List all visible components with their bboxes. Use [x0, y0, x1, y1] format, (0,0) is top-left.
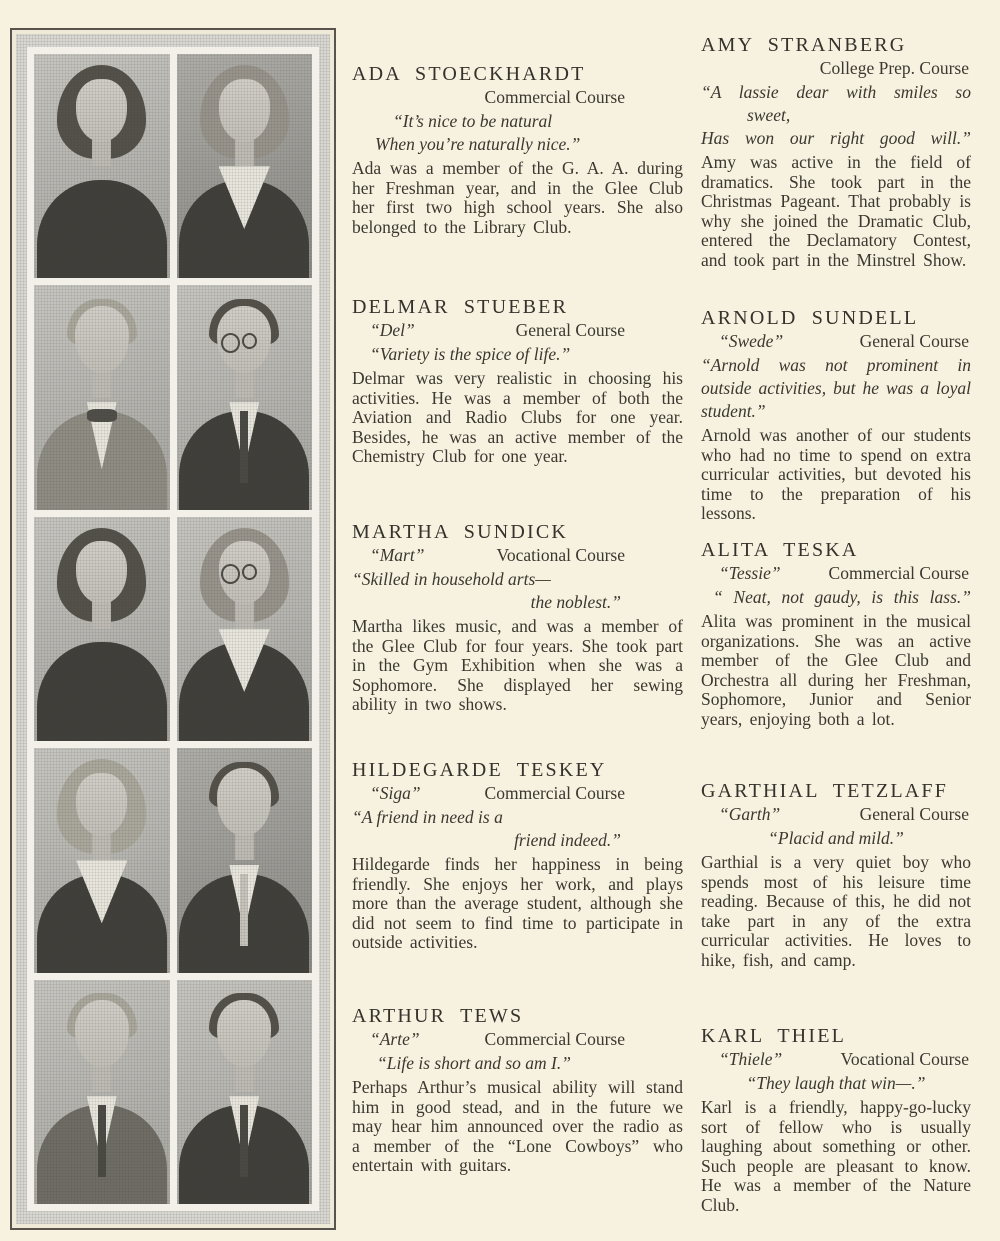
quote-line: sweet,	[747, 105, 791, 125]
student-bio: Hildegarde finds her happiness in being friendly. She enjoys her work, and plays more than the average student, although she did not seem to find time to participate in outside activities.	[352, 854, 683, 953]
student-nickname: “Garth”	[719, 804, 781, 824]
student-quote	[352, 806, 683, 852]
quote-line: “A friend in need is a	[352, 807, 503, 827]
nickname-course-line	[701, 57, 971, 80]
student-course: General Course	[859, 331, 969, 351]
portrait-photo-panel	[10, 28, 336, 1230]
student-entry	[701, 1024, 971, 1216]
student-bio: Garthial is a very quiet boy who spends most of his leisure time reading. Because of this, he did not take part in any of the extra curricular activities. He loves to hike, fish, and camp.	[701, 852, 971, 970]
quote-line: “Arnold was not prominent in outside activities, but he was a loyal student.”	[701, 355, 971, 421]
quote-line: When you’re naturally nice.”	[375, 134, 581, 154]
portrait-photo	[34, 285, 170, 509]
nickname-course-line	[701, 330, 971, 353]
student-name: AMY STRANBERG	[701, 34, 907, 56]
portrait-face	[217, 768, 271, 835]
student-name: GARTHIAL TETZLAFF	[701, 780, 949, 802]
student-quote	[701, 586, 971, 609]
portrait-photo	[177, 748, 313, 972]
student-course: Commercial Course	[484, 87, 625, 107]
nickname-course-line	[701, 1048, 971, 1071]
quote-line: “ Neat, not gaudy, is this lass.”	[713, 587, 971, 607]
portrait-photo	[34, 748, 170, 972]
student-entry	[352, 62, 683, 237]
quote-line: “Life is short and so am I.”	[377, 1053, 571, 1073]
student-course: Vocational Course	[496, 545, 625, 565]
nickname-course-line	[701, 562, 971, 585]
student-nickname: “Siga”	[370, 783, 421, 803]
student-quote	[701, 81, 971, 150]
quote-line: the noblest.”	[530, 592, 621, 612]
student-bio: Perhaps Arthur’s musical ability will stand him in good stead, and in the future we may hear him announced over the radio as a member of the “Lone Cowboys” who entertain with guitars.	[352, 1077, 683, 1176]
photo-mat	[16, 34, 330, 1224]
student-bio: Arnold was another of our students who had no time to spend on extra curricular activities, but devoted his time to the preparation of his lessons.	[701, 425, 971, 524]
portrait-photo	[34, 517, 170, 741]
student-entry	[352, 758, 683, 953]
student-course: Commercial Course	[828, 563, 969, 583]
portrait-torso	[37, 180, 167, 279]
portrait-tie	[240, 1105, 248, 1177]
portrait-photo	[177, 285, 313, 509]
quote-line: “Placid and mild.”	[768, 828, 904, 848]
nickname-course-line	[352, 86, 683, 109]
student-column-left	[352, 0, 683, 1241]
portrait-tie	[98, 1105, 106, 1177]
student-course: College Prep. Course	[819, 58, 969, 78]
student-nickname: “Swede”	[719, 331, 784, 351]
nickname-course-line	[352, 544, 683, 567]
student-column-right	[701, 0, 971, 1241]
nickname-course-line	[352, 782, 683, 805]
student-quote	[352, 343, 683, 366]
photo-grid	[27, 47, 319, 1211]
quote-line: “They laugh that win—.”	[746, 1073, 926, 1093]
student-quote	[352, 110, 683, 156]
portrait-photo	[34, 54, 170, 278]
portrait-face	[75, 1000, 129, 1067]
student-name: HILDEGARDE TESKEY	[352, 759, 607, 781]
student-entry	[701, 306, 971, 524]
quote-line: Has won our right good will.”	[701, 128, 971, 148]
student-nickname: “Mart”	[370, 545, 425, 565]
student-name: MARTHA SUNDICK	[352, 521, 569, 543]
student-quote	[701, 354, 971, 423]
portrait-face	[219, 79, 270, 142]
student-course: General Course	[515, 320, 625, 340]
student-course: Commercial Course	[484, 1029, 625, 1049]
portrait-photo	[34, 980, 170, 1204]
student-quote	[701, 827, 971, 850]
portrait-bowtie	[87, 409, 117, 422]
student-name: DELMAR STUEBER	[352, 296, 569, 318]
student-entry	[352, 295, 683, 467]
quote-line: friend indeed.”	[514, 830, 621, 850]
student-quote	[352, 1052, 683, 1075]
portrait-face	[75, 306, 129, 373]
student-course: Commercial Course	[484, 783, 625, 803]
student-nickname: “Tessie”	[719, 563, 781, 583]
quote-line: “Skilled in household arts—	[352, 569, 551, 589]
student-bio: Karl is a friendly, happy-go-lucky sort of fellow who is usually laughing about something or other. Such people are pleasant to know. He was a member of the Nature Club.	[701, 1097, 971, 1215]
student-nickname: “Del”	[370, 320, 415, 340]
student-bio: Delmar was very realistic in choosing his activities. He was a member of both the Aviation and Radio Clubs for one year. Besides, he was an active member of the Chemistry Club for one year.	[352, 368, 683, 467]
student-entry	[352, 1004, 683, 1176]
portrait-tie	[240, 411, 248, 483]
nickname-course-line	[352, 319, 683, 342]
student-entry	[701, 538, 971, 730]
student-quote	[352, 568, 683, 614]
portrait-tie	[240, 874, 248, 946]
nickname-course-line	[352, 1028, 683, 1051]
nickname-course-line	[701, 803, 971, 826]
student-name: ARNOLD SUNDELL	[701, 307, 919, 329]
quote-line: “It’s nice to be natural	[393, 111, 553, 131]
student-entry	[352, 520, 683, 715]
student-name: KARL THIEL	[701, 1025, 847, 1047]
student-course: Vocational Course	[840, 1049, 969, 1069]
student-bio: Amy was active in the field of dramatics. She took part in the Christmas Pageant. That probably is why she joined the Dramatic Club, entered the Declamatory Contest, and took part in the Minstrel Show.	[701, 152, 971, 270]
student-entry	[701, 779, 971, 971]
student-bio: Alita was prominent in the musical organizations. She was an active member of the Glee Club and Orchestra all during her Freshman, Sophomore, Junior and Senior years, enjoying both a lot.	[701, 611, 971, 729]
student-nickname: “Thiele”	[719, 1049, 783, 1069]
student-nickname: “Arte”	[370, 1029, 420, 1049]
student-bio: Martha likes music, and was a member of the Glee Club for four years. She took part in the Gym Exhibition when she was a Sophomore. She displayed her sewing ability in two shows.	[352, 616, 683, 715]
portrait-photo	[177, 980, 313, 1204]
portrait-face	[217, 1000, 271, 1067]
student-name: ADA STOECKHARDT	[352, 63, 586, 85]
student-bio: Ada was a member of the G. A. A. during her Freshman year, and in the Glee Club her first two high school years. She also belonged to the Library Club.	[352, 158, 683, 237]
quote-line: “A lassie dear with smiles so	[701, 82, 971, 102]
student-name: ARTHUR TEWS	[352, 1005, 524, 1027]
portrait-glasses	[221, 333, 240, 353]
portrait-photo	[177, 517, 313, 741]
student-entry	[701, 33, 971, 271]
portrait-face	[76, 79, 127, 142]
portrait-torso	[37, 642, 167, 741]
student-name: ALITA TESKA	[701, 539, 859, 561]
quote-line: “Variety is the spice of life.”	[370, 344, 571, 364]
portrait-photo	[177, 54, 313, 278]
student-quote	[701, 1072, 971, 1095]
student-course: General Course	[859, 804, 969, 824]
